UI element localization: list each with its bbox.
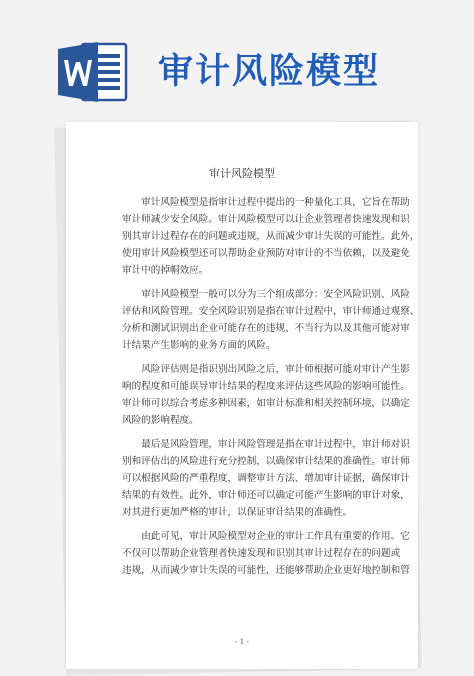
text-line: 风险的影响程度。	[122, 415, 199, 426]
paragraph-1	[122, 194, 420, 279]
document-page	[66, 122, 418, 669]
header-title: 审计风险模型	[158, 52, 381, 92]
text-line: 对其进行更加严格的审计，以保证审计结果的准确性。	[122, 507, 353, 518]
document-body	[122, 194, 420, 586]
text-line: 别和评估出的风险进行充分控制，以确保审计结果的准确性。审计师	[122, 456, 410, 467]
text-line: 审计师减少安全风险。审计风险模型可以让企业管理者快速发现和识	[122, 214, 410, 225]
text-line: 可以根据风险的严重程度，调整审计方法、增加审计证据，确保审计	[122, 473, 410, 484]
text-line: 审计师可以综合考虑多种因素，如审计标准和相关控制环境，以确定	[122, 398, 410, 409]
word-icon	[58, 40, 128, 104]
text-line: 计结果产生影响的业务方面的风险。	[122, 340, 276, 351]
text-line: 审计风险模型一般可以分为三个组成部分：安全风险识别、风险	[141, 289, 410, 300]
header	[0, 0, 474, 112]
text-line: 响的程度和可能误导审计结果的程度来评估这些风险的影响可能性。	[122, 381, 410, 392]
text-line: 不仅可以帮助企业管理者快速发现和识别其审计过程存在的问题或	[122, 548, 401, 559]
text-line: 违规，从而减少审计失误的可能性，还能够帮助企业更好地控制和管	[122, 565, 410, 576]
text-line: 由此可见，审计风险模型对企业的审计工作具有重要的作用。它	[141, 531, 410, 542]
text-line: 使用审计风险模型还可以帮助企业预防对审计的不当依赖，以及避免	[122, 248, 410, 259]
paragraph-4	[122, 436, 410, 521]
page-number: - 1 -	[235, 638, 249, 646]
text-line: 别其审计过程存在的问题或违规，从而减少审计失误的可能性。此外，	[122, 231, 420, 242]
text-line: 审计风险模型是指审计过程中提出的一种量化工具，它旨在帮助	[141, 197, 410, 208]
text-line: 风险评估则是指识别出风险之后，审计师根据可能对审计产生影	[141, 364, 410, 375]
paragraph-5	[122, 528, 410, 579]
document-title: 审计风险模型	[209, 167, 275, 180]
text-line: 评估和风险管理。安全风险识别是指在审计过程中，审计师通过观察、	[122, 306, 420, 317]
text-line: 结果的有效性。此外，审计师还可以确定可能产生影响的审计对象，	[122, 490, 410, 501]
text-line: 最后是风险管理，审计风险管理是指在审计过程中，审计师对识	[141, 439, 410, 450]
text-line: 分析和测试识别出企业可能存在的违规、不当行为以及其他可能对审	[122, 323, 410, 334]
text-line: 审计中的掉帽效应。	[122, 265, 209, 276]
paragraph-3	[122, 361, 410, 429]
paragraph-2	[122, 286, 420, 354]
